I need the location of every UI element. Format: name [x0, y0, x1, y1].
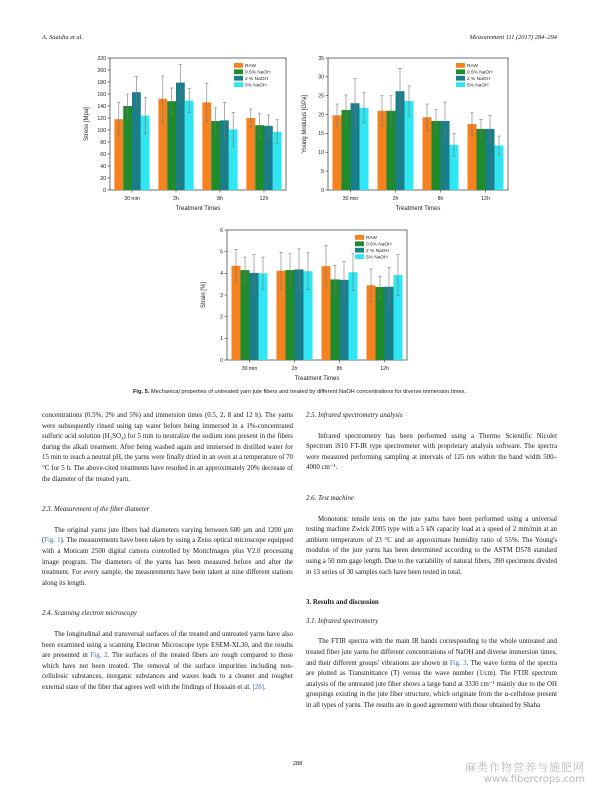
figure-link[interactable]: Fig. 3	[449, 659, 467, 667]
paragraph: concentrations (0.5%, 2% and 5%) and immersion times (0.5, 2, 8 and 12 h). The yarns were subsequently rinsed using tap water before being immersed in a 1%-concentrated sulfuric acid solution (H₂SO₄) for 5 min to neutralize the sodium ions present in the fibers during the alkali treatment. After being washed again and immersed in distilled water for 15 min to reach a neutral pH, the yarns were finally dried in an oven at a temperature of 70 °C for 5 h. The above-cited treatments have resulted in an approximately 20% decrease of the diameter of the treated yarn.	[42, 412, 293, 483]
y-tick-label: 60	[100, 151, 106, 158]
legend-label: RAW	[366, 236, 378, 242]
x-tick-label: 8h	[437, 196, 444, 202]
legend-swatch	[456, 76, 465, 81]
legend-swatch	[234, 82, 243, 87]
watermark	[465, 762, 585, 786]
legend-label: RAW	[467, 64, 479, 70]
legend-label: 0.5% NaOH	[366, 242, 392, 248]
x-tick-label: 30 min	[241, 366, 258, 372]
y-tick-label: 20	[318, 112, 324, 119]
x-tick-label: 2h	[291, 366, 298, 372]
figure-caption	[42, 389, 557, 395]
legend-swatch	[456, 63, 465, 68]
y-tick-label: 3	[220, 292, 223, 299]
legend-label: 0.5% NaOH	[245, 70, 271, 76]
bar	[185, 101, 194, 190]
legend-swatch	[234, 76, 243, 81]
x-tick-label: 12h	[380, 366, 389, 372]
x-tick-label: 2h	[392, 196, 399, 202]
x-tick-label: 8h	[217, 196, 223, 202]
legend-swatch	[355, 241, 364, 246]
y-tick-label: 5	[220, 249, 223, 256]
legend-label: 5% NaOH	[467, 83, 489, 89]
y-tick-label: 20	[100, 175, 106, 182]
legend-label: 2 % NaOH	[245, 77, 268, 82]
y-tick-label: 160	[97, 91, 106, 98]
legend-label: 2 % NaOH	[467, 77, 490, 82]
y-tick-label: 10	[318, 150, 324, 157]
y-tick-label: 35	[318, 55, 324, 62]
y-axis-label: Young Modulus [GPa]	[302, 94, 308, 154]
legend-swatch	[234, 69, 243, 74]
y-tick-label: 0	[321, 187, 324, 194]
y-tick-label: 200	[97, 67, 106, 74]
legend-label: 5% NaOH	[366, 255, 388, 261]
y-tick-label: 30	[318, 74, 324, 81]
section-heading-3: 3. Results and discussion	[306, 599, 379, 607]
paragraph: The original yarns jute fibers had diameters varying between 600 µm and 1200 µm (Fig. 1). The measurements have been taken by using a Zeiss optical microscope equipped with a Moticam 2500 digital camera controlled by MoticImages plus V2.0 processing image program. The diameters of the yarns has been measured before and after the treatment. For every sample, the measurements have been taken at nine different stations along its length.	[42, 526, 294, 587]
figure-caption-text: Mechanical properties of untreated yarn jute fibers and treated by different NaOH concentrations for diverse immersion times.	[150, 389, 467, 395]
y-axis-label: Strain [%]	[201, 281, 207, 309]
figure-link[interactable]: Fig. 2	[90, 652, 108, 660]
legend-label: 0.5% NaOH	[467, 70, 493, 76]
section-heading-2-6: 2.6. Test machine	[306, 494, 354, 502]
legend-label: 5% NaOH	[245, 83, 267, 89]
watermark-url: www.fibercrops.com	[483, 774, 585, 785]
legend-swatch	[234, 63, 243, 68]
section-heading-3-1: 3.1. Infrared spectrometry	[306, 617, 379, 625]
legend-label: RAW	[245, 64, 257, 70]
left-column	[42, 411, 293, 693]
legend-label: 2 % NaOH	[366, 249, 389, 254]
y-tick-label: 15	[318, 131, 324, 138]
running-header-journal: Measurement 111 (2017) 284–294	[469, 34, 557, 41]
legend-swatch	[355, 254, 364, 259]
legend-swatch	[456, 82, 465, 87]
running-header-authors: A. Saaidia et al.	[42, 34, 84, 41]
section-heading-2-5: 2.5. Infrared spectrometry analysis	[306, 412, 403, 419]
bar	[241, 270, 250, 360]
section-heading-2-3: 2.3. Measurement of the fiber diameter	[42, 506, 150, 514]
y-tick-label: 2	[220, 314, 223, 321]
x-tick-label: 12h	[481, 196, 490, 202]
section-heading-2-4: 2.4. Scanning electron microscopy	[42, 610, 137, 618]
y-tick-label: 120	[97, 115, 106, 122]
y-tick-label: 100	[97, 127, 106, 134]
figure-caption-label: Fig. 5.	[132, 389, 150, 395]
y-tick-label: 180	[97, 79, 106, 86]
x-axis-label: Treatment Times	[294, 376, 340, 382]
strain-chart	[195, 224, 417, 390]
x-axis-label: Treatment Times	[175, 206, 221, 212]
paragraph: The longitudinal and transversal surfaces of the treated and untreated yarns have also been examined using a scanning Electron Microscope type ESEM-XL30, and the results are presented in Fig. 2. The surfaces of the treated fibers are rough compared to those which have not been treated. The removal of the surface impurities including non-cellulosic substances, inorganic substances and waxes leads to a cleaner and rougher external state of the fiber that agrees well with the findings of Hossain et al. [28].	[42, 630, 293, 691]
page-number: 288	[292, 760, 303, 767]
x-tick-label: 2h	[173, 196, 179, 202]
watermark-chinese: 麻类作物营养与施肥网	[465, 761, 585, 774]
y-tick-label: 25	[318, 93, 324, 100]
y-tick-label: 220	[97, 55, 106, 62]
paragraph: Infrared spectrometry has been performed using a Thermo Scientific Nicolet Spectrum iS10 FT-IR type spectrometer with proprietary analysis software. The spectra were measured performing sampling at intervals of 125 nm within the band width 500–4000 cm⁻¹.	[306, 432, 557, 472]
legend-swatch	[355, 235, 364, 240]
y-tick-label: 1	[220, 336, 223, 343]
paragraph: Monotonic tensile tests on the jute yarns have been performed using a universal testing machine Zwick Z005 type with a 5 kN capacity load at a speed of 2 mm/min at an ambient temperature of 23 °C and an approximate humidity ratio of 55%. The Young's modulus of the jute yarns has been determined according to the ASTM D578 standard using a 50 mm gage length. Due to the variability of natural fibers, 390 specimens divided in 13 series of 30 samples each have been tested in total.	[306, 515, 557, 576]
young-modulus-chart	[296, 52, 518, 220]
y-tick-label: 0	[220, 357, 223, 364]
x-tick-label: 12h	[259, 196, 269, 202]
citation-link[interactable]: [28]	[252, 683, 264, 691]
y-tick-label: 6	[220, 227, 223, 234]
legend-swatch	[355, 248, 364, 253]
y-tick-label: 80	[100, 139, 106, 146]
y-tick-label: 4	[220, 271, 223, 278]
figure-link[interactable]: Fig. 1	[44, 537, 61, 545]
y-tick-label: 0	[103, 187, 106, 194]
x-tick-label: 30 min	[342, 196, 359, 202]
bar	[123, 106, 132, 190]
right-column	[306, 411, 557, 711]
legend-swatch	[456, 69, 465, 74]
stress-chart	[78, 52, 296, 220]
y-tick-label: 140	[97, 103, 106, 110]
y-tick-label: 5	[321, 168, 324, 175]
bar	[246, 118, 255, 190]
x-tick-label: 30 min	[124, 196, 140, 202]
y-tick-label: 40	[100, 163, 106, 170]
y-axis-label: Stress [Mpa]	[84, 107, 90, 141]
paragraph: The FTIR spectra with the main IR bands corresponding to the whole untreated and treated fiber jute yarns for different concentrations of NaOH and diverse immersion times, and their different groups' vibrations are shown in Fig. 3. The wave forms of the spectra are plotted as Transmittance (T) versus the wave number (1/cm). The FTIR spectrum analysis of the untreated jute fiber shows a large band at 3330 cm⁻¹ mainly due to the OH groupings existing in the jute fiber structure, which originate from the α-cellulose present in all types of yarns. The results are in good agreement with those obtained by Shaha	[306, 638, 557, 709]
x-tick-label: 8h	[336, 366, 343, 372]
x-axis-label: Treatment Times	[395, 206, 441, 212]
